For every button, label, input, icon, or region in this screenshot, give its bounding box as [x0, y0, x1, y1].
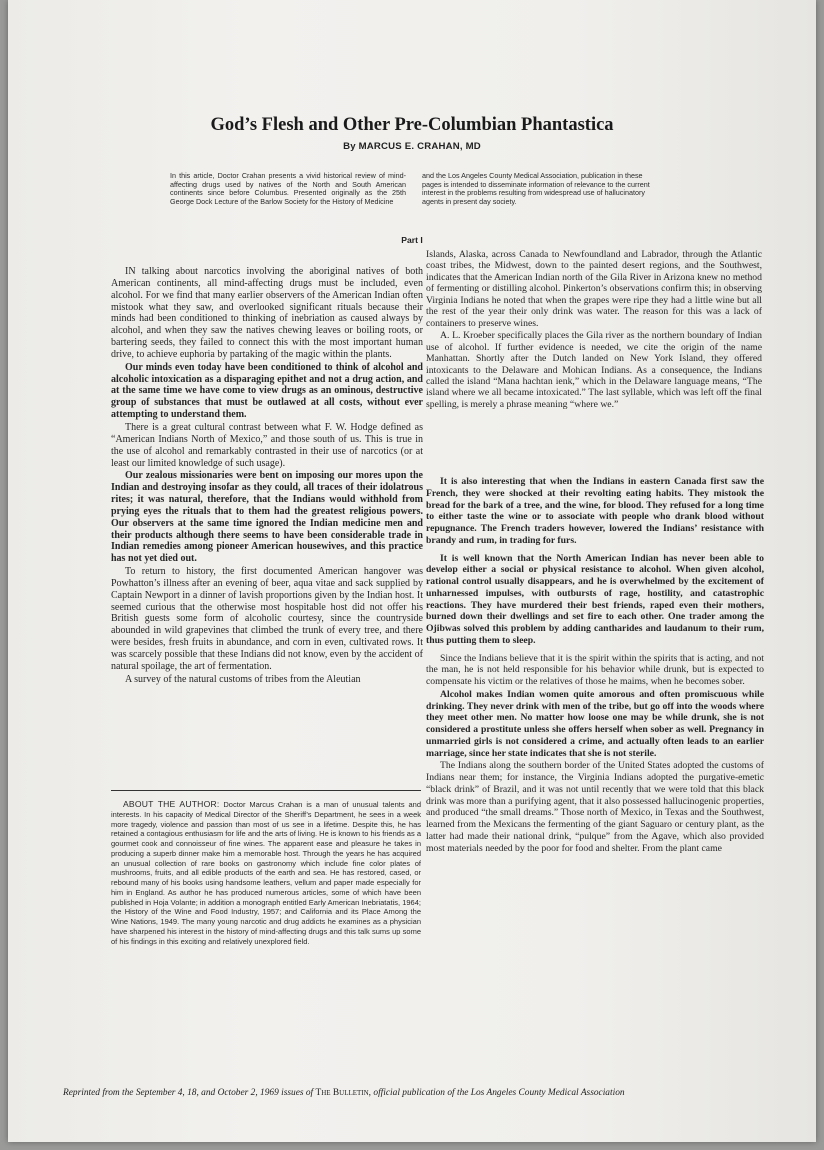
about-author-lead: ABOUT THE AUTHOR: — [123, 799, 220, 809]
left-column — [111, 266, 423, 686]
part-heading: Part I — [401, 235, 423, 245]
about-author-text: Doctor Marcus Crahan is a man of unusual talents and interests. In his capacity of Medical Director of the Sheriff’s Department, he sees in a week more tragedy, violence and passion than most of us see in a lifetime. Despite this, he has retained a contagious enthusiasm for life and the arts of living. He is known to his friends as a gourmet cook and connoisseur of fine wines. The apparent ease and pleasure he takes in producing a superb dinner make him a memorable host. Through the years he has acquired an unusual collection of rare books on gastronomy which include fine color plates of mushrooms, fruits, and all edible products of the earth and sea. He has restored, cased, or rebound many of his books using handsome leathers, vellum and paper made especially for him in England. As author he has produced numerous articles, some of which have been published in Hoja Volante; in addition a monograph entitled Early American Inebriatatis, 1964; the History of the Wine and Food Industry, 1957; and California and its Place Among the Wine Nations, 1949. The many young narcotic and drug addicts he examines as a physician have sharpened his interest in the history of mind-affecting drugs and this talk sums up some of his findings in this exciting and relatively unexplored field. — [111, 800, 421, 946]
paragraph: Our zealous missionaries were bent on imposing our mores upon the Indian and destroying insofar as they could, all traces of their idolatrous rites; it was natural, therefore, that the Indians would withhold from prying eyes the rituals that to them had the greatest religious powers. Our observers at the same time ignored the Indian medicine men and their products although there seems to have been considerable trade in Indian remedies among pioneer American housewives, and this practice has not yet died out. — [111, 470, 423, 565]
about-the-author — [111, 800, 421, 946]
paragraph: It is also interesting that when the Indians in eastern Canada first saw the French, they were shocked at their revolting eating habits. They mistook the bread for the bark of a tree, and the wine, for blood. They refused for a long time to either taste the wine or to associate with people who drank blood without repugnance. The French traders however, lowered the Indians’ resistance with brandy and rum, in trading for furs. — [426, 476, 764, 546]
article-title: God’s Flesh and Other Pre-Columbian Phantastica — [210, 115, 614, 135]
reprint-footer — [63, 1088, 813, 1098]
footer-prefix: Reprinted from the September 4, 18, and October 2, 1969 issues of — [63, 1088, 316, 1098]
paragraph: It is well known that the North American Indian has never been able to develop either a social or physical resistance to alcohol. When given alcohol, rational control usually disappears, and he is overwhelmed by the excitement of unharnessed impulses, with outbursts of rage, hostility, and catastrophic reactions. They have murdered their best friends, raped even their mothers, burned down their dwellings and set fire to each other. One trader among the Ojibwas solved this problem by adding cantharides and laudanum to their rum, thus putting them to sleep. — [426, 552, 764, 646]
paragraph: The Indians along the southern border of the United States adopted the customs of Indians near them; for instance, the Virginia Indians adopted the purgative-emetic “black drink” of Brazil, and it was not until recently that we were told that this black drink was more than a purifying agent, that it also possessed hallucinogenic properties, and produced “the small dreams.” Those north of Mexico, in Texas and the Southwest, learned from the Mexicans the fermenting of the giant Saguaro or century plant, as the latter had made their national drink, “pulque” from the Agave, which also provided most materials needed by the poor for food and shelter. From the plant came — [426, 760, 764, 854]
paragraph: Alcohol makes Indian women quite amorous and often promiscuous while drinking. They never drink with men of the tribe, but go off into the woods where they meet other men. No matter how loose one may be while drunk, she is not considered a prostitute unless she offers herself when sober as well. Pregnancy in unmarried girls is not considered a crime, and actually often leads to an earlier marriage, since her state indicates that she is not sterile. — [426, 688, 764, 759]
paragraph: IN talking about narcotics involving the aboriginal natives of both American continents, all mind-affecting drugs must be included, even alcohol. For we find that many earlier observers of the American Indian often mistook what they saw, and overlooked significant rituals because their minds had been conditioned to thinking of inebriation as caused always by alcohol, and when they saw the natives chewing leaves or boiling roots, or bartering seeds, they failed to connect this with the most important human drive, to achieve euphoria by partaking of the magic within the plants. — [111, 266, 423, 360]
paragraph: There is a great cultural contrast between what F. W. Hodge defined as “American Indians North of Mexico,” and those south of us. This is true in the use of alcohol and remarkably contrasted in their use of narcotics (or at least our limited knowledge of such usage). — [111, 421, 423, 469]
article-byline: By MARCUS E. CRAHAN, MD — [343, 141, 481, 152]
paragraph: A survey of the natural customs of tribes from the Aleutian — [125, 673, 361, 685]
paragraph: Since the Indians believe that it is the spirit within the spirits that is acting, and not the man, he is not held responsible for his behavior while drunk, but is expected to compensate his victim or the relatives of those he maims, when he becomes sober. — [426, 652, 764, 687]
right-column-top — [426, 249, 762, 410]
footer-publication: The Bulletin, — [315, 1088, 372, 1098]
right-column-bottom — [426, 476, 764, 854]
footer-suffix: official publication of the Los Angeles County Medical Association — [371, 1088, 625, 1098]
intro-text-right: and the Los Angeles County Medical Association, publication in these pages is intended to disseminate information of relevance to the current interest in the problems resulting from widespread use of hallucinatory agents in present day society. — [422, 171, 650, 207]
paragraph: To return to history, the first documented American hangover was Powhatton’s illness after an evening of beer, aqua vitae and sack supplied by Captain Newport in a dinner of lavish proportions given by the Indian host. It seemed curious that the otherwise most hospitable host did not offer his British guests some form of alcoholic courtesy, since the countryside abounded in wild grapevines that climbed the trunk of every tree, and there were besides, fresh fruits in abundance, and corn in even, cultivated rows. It was scarcely possible that these Indians did not know, even by the accident of natural spoilage, the art of fermentation. — [111, 566, 423, 672]
section-divider — [111, 790, 421, 791]
journal-page — [8, 0, 816, 1142]
intro-text-left: In this article, Doctor Crahan presents a vivid historical review of mind-affecting drugs used by natives of the North and South American continents since before Columbus. Presented originally as the 25th George Dock Lecture of the Barlow Society for the History of Medicine — [170, 171, 406, 207]
paragraph: Islands, Alaska, across Canada to Newfoundland and Labrador, through the Atlantic coast tribes, the Midwest, down to the painted desert regions, and the Southwest, indicates that the American Indian north of the Gila River in Arizona knew no method of fermenting or distilling alcohol. Pinkerton’s observations confirm this; in observing Virginia Indians he noted that when the grapes were ripe they had a little wine but all the rest of the year their only drink was water. The reason for this was a lack of containers to preserve wines. — [426, 249, 762, 329]
paragraph: A. L. Kroeber specifically places the Gila river as the northern boundary of Indian use of alcohol. If further evidence is needed, we cite the origin of the name Manhattan. Shortly after the Dutch landed on New York Island, they offered intoxicants to the Delaware and Mohican Indians. As a consequence, the Indians called the island “Mana hachtan ienk,” which in the Delaware language means, “The island where we all became intoxicated.” The last syllable, which was left off the final spelling, is merely a phrase meaning “where we.” — [426, 330, 762, 410]
paragraph: Our minds even today have been conditioned to think of alcohol and alcoholic intoxication as a disparaging epithet and not a drug action, and at the same time we have come to view drugs as an ominous, destructive group of substances that must be outlawed at all costs, without ever attempting to understand them. — [111, 361, 423, 421]
